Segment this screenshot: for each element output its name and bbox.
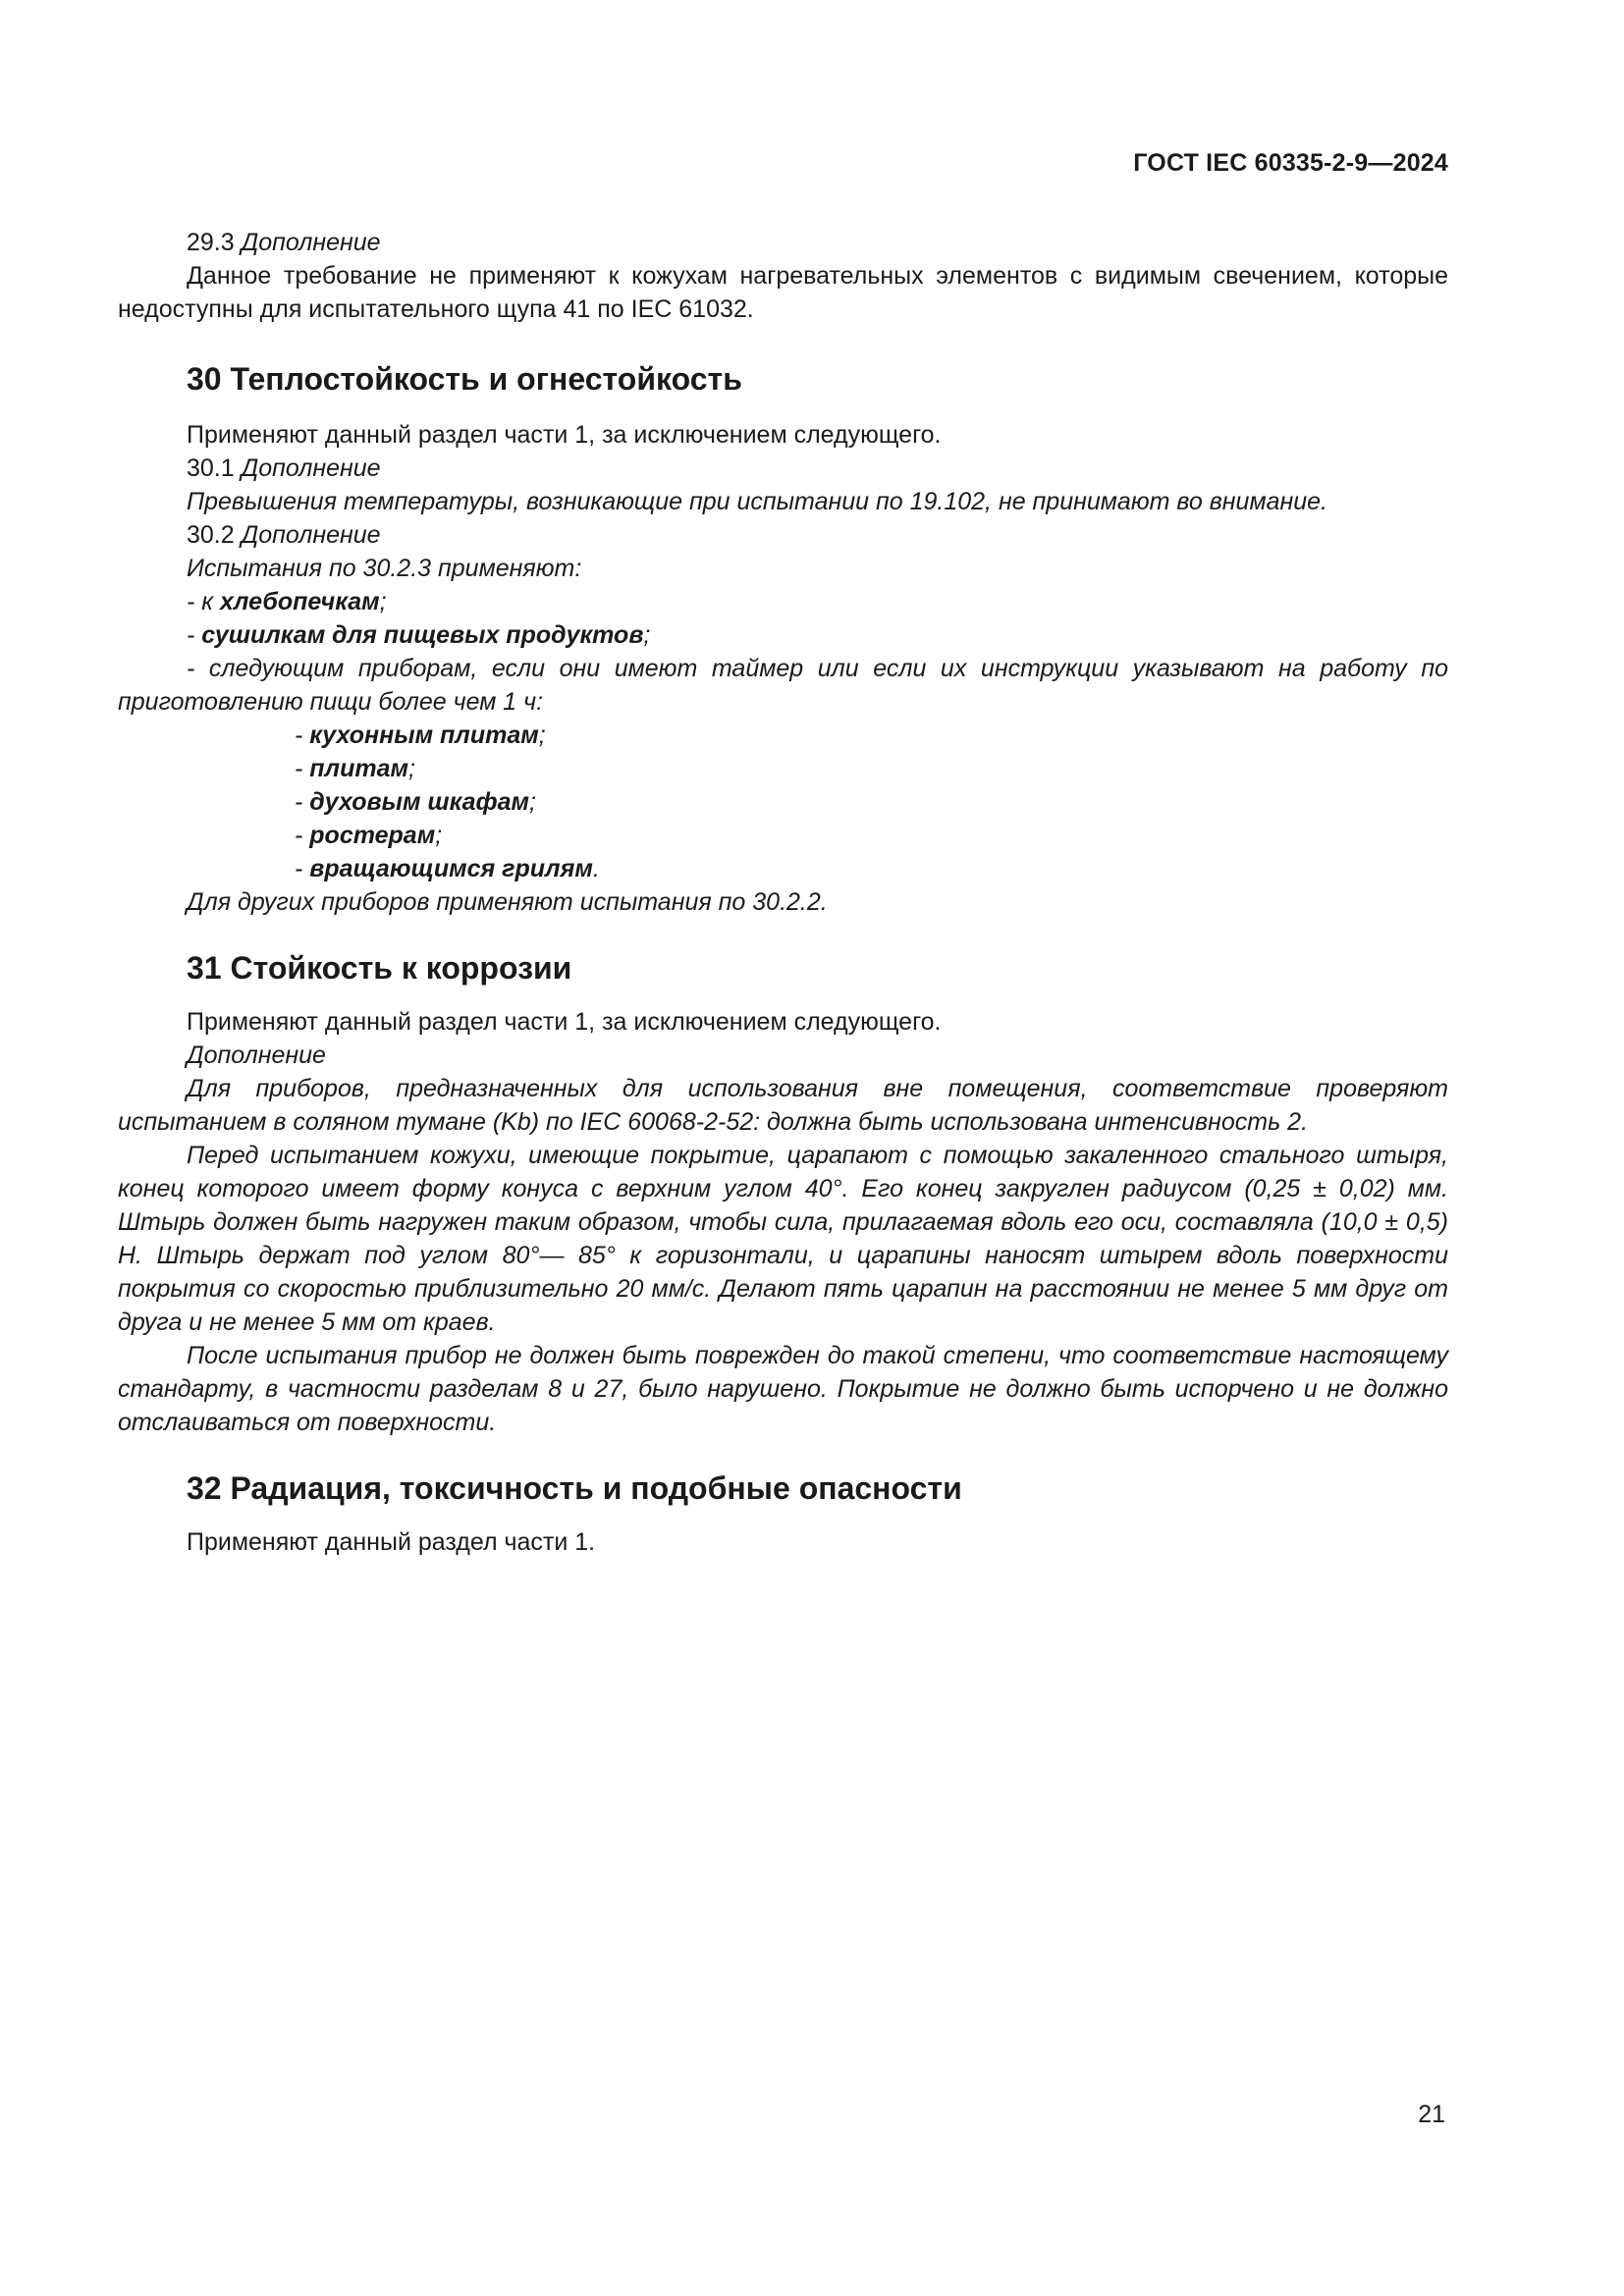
defined-term: сушилкам для пищевых продуктов <box>201 621 644 649</box>
sub-list-item: - духовым шкафам; <box>295 788 536 816</box>
section-30-intro: Применяют данный раздел части 1, за исключением следующего. <box>187 421 942 449</box>
section-31-para-3: После испытания прибор не должен быть поврежден до такой степени, что соответствие настоящему стандарту, в частности разделам 8 и 27, было нарушено. Покрытие не должно быть испорчено и не должно отслаиваться от поверхности. <box>118 1342 1448 1436</box>
sub-list-item: - вращающимся грилям. <box>295 855 600 882</box>
defined-term: вращающимся грилям <box>309 855 593 882</box>
list-item-bread-makers: - к хлебопечкам; <box>187 588 387 615</box>
defined-term: ростерам <box>309 822 436 849</box>
defined-term: духовым шкафам <box>309 788 530 816</box>
section-31-para-2: Перед испытанием кожухи, имеющие покрытие, царапают с помощью закаленного стального штыря, конец которого имеет форму конуса с верхним углом 40°. Его конец закруглен радиусом (0,25 ± 0,02) мм. Штырь должен быть нагружен таким образом, чтобы сила, прилагаемая вдоль его оси, составляла (10,0 ± 0,5) Н. Штырь держат под углом 80°— 85° к горизонтали, и царапины наносят штырем вдоль поверхности покрытия со скоростью приблизительно 20 мм/с. Делают пять царапин на расстоянии не менее 5 мм друг от друга и не менее 5 мм от краев. <box>118 1142 1448 1336</box>
defined-term: плитам <box>309 755 409 782</box>
defined-term: хлебопечкам <box>220 588 380 615</box>
document-code: ГОСТ IEC 60335-2-9—2024 <box>1133 149 1448 177</box>
list-item-food-dryers: - сушилкам для пищевых продуктов; <box>187 621 651 649</box>
sub-list-item: - плитам; <box>295 755 415 782</box>
defined-term: кухонным плитам <box>309 721 539 749</box>
sub-list-item: - кухонным плитам; <box>295 721 546 749</box>
section-31-title: 31 Стойкость к коррозии <box>187 950 572 986</box>
document-body <box>118 226 1448 1559</box>
clause-number: 29.3 <box>187 229 235 256</box>
list-item-following-appliances: - следующим приборам, если они имеют таймер или если их инструкции указывают на работу по приготовлению пищи более чем 1 ч: <box>118 655 1448 716</box>
section-30-title: 30 Теплостойкость и огнестойкость <box>187 361 742 397</box>
clause-29-3-heading <box>118 226 1448 259</box>
clause-number: 30.2 <box>187 521 235 549</box>
clause-30-1-text: Превышения температуры, возникающие при испытании по 19.102, не принимают во внимание. <box>187 488 1327 515</box>
section-30-closing: Для других приборов применяют испытания по 30.2.2. <box>187 888 828 916</box>
section-31-para-1: Для приборов, предназначенных для использования вне помещения, соответствие проверяют испытанием в соляном тумане (Kb) по IEC 60068-2-52: должна быть использована интенсивность 2. <box>118 1075 1448 1136</box>
clause-number: 30.1 <box>187 454 235 482</box>
clause-label: Дополнение <box>241 229 381 256</box>
section-32-title: 32 Радиация, токсичность и подобные опасности <box>187 1470 962 1506</box>
clause-29-3-text: Данное требование не применяют к кожухам нагревательных элементов с видимым свечением, которые недоступны для испытательного щупа 41 по IEC 61032. <box>118 262 1448 323</box>
page-number: 21 <box>1418 2101 1445 2128</box>
clause-30-1-heading <box>118 452 1448 485</box>
clause-30-2-text: Испытания по 30.2.3 применяют: <box>187 555 582 582</box>
clause-30-2-heading <box>118 518 1448 552</box>
clause-label: Дополнение <box>241 521 381 549</box>
sub-list-item: - ростерам; <box>295 822 443 849</box>
clause-label: Дополнение <box>241 454 381 482</box>
section-32-text: Применяют данный раздел части 1. <box>187 1528 596 1556</box>
section-31-intro: Применяют данный раздел части 1, за исключением следующего. <box>187 1008 942 1036</box>
section-31-label: Дополнение <box>187 1041 326 1069</box>
